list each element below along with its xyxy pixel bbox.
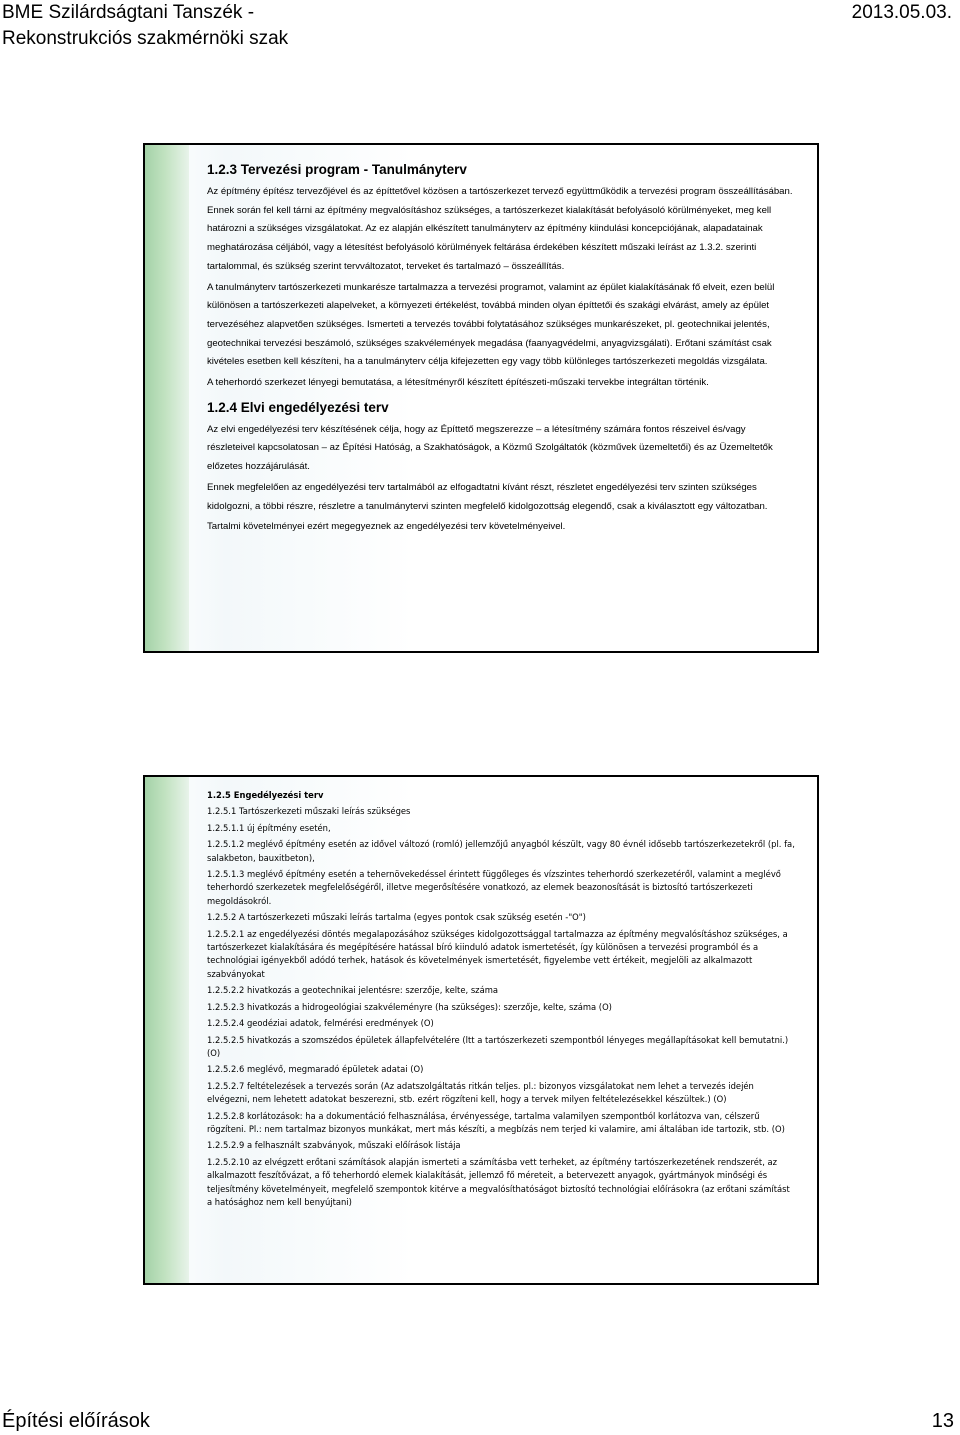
list-item: 1.2.5.1.3 meglévő építmény esetén a tehernövekedéssel érintett függőleges és vízszintes teherhordó szerkezetéről, valamint a meglévő teherhordó szerkezetek megfelelőségéről, illetve megerősítésére vonatkozó, az elemek beazonosítását is biztosító tartószerkezeti megoldásokról. xyxy=(207,869,781,906)
header-title xyxy=(2,0,288,52)
list-item: 1.2.5.2.2 hivatkozás a geotechnikai jelentésre: szerzője, kelte, száma xyxy=(207,985,498,996)
header-date: 2013.05.03. xyxy=(851,2,952,23)
list-item: 1.2.5.2.6 meglévő, megmaradó épületek adatai (O) xyxy=(207,1064,424,1075)
paragraph: Tartalmi követelményei ezért megegyeznek az engedélyezési terv követelményeivel. xyxy=(207,521,566,533)
list-item: 1.2.5.2 A tartószerkezeti műszaki leírás tartalma (egyes pontok csak szükség esetén -"O") xyxy=(207,912,586,923)
list-item: 1.2.5.1.1 új építmény esetén, xyxy=(207,822,331,833)
slide-side-bar xyxy=(145,777,189,1283)
paragraph: A tanulmányterv tartószerkezeti munkarésze tartalmazza a tervezési programot, valamint az épület kialakításának fő elveit, ezen belül különösen a tartószerkezeti alapelveket, a környezeti értékelést, továbbá minden olyan építtetői és szakági elvárást, amely az épület tervezéséhez alapvetően szükséges. Ismerteti a tervezés további folytatásához szükséges munkarészeket, pl. geotechnikai jelentés, geotechnikai tervezési beszámoló, szükséges szakvélemények megadása (faanyagvédelmi, anyagvizsgálati). Erőtani számítást csak kivételes esetben kell készíteni, ha a tanulmányterv célja kifejezetten egy vagy több különleges tartószerkezeti megoldás vizsgálata. xyxy=(207,281,775,368)
slide-engedelyezesi-terv xyxy=(143,775,819,1285)
header-title-line2: Rekonstrukciós szakmérnöki szak xyxy=(2,28,289,49)
list-item: 1.2.5.1 Tartószerkezeti műszaki leírás szükséges xyxy=(207,806,411,817)
slide-content xyxy=(207,789,795,1212)
paragraph: A teherhordó szerkezet lényegi bemutatása, a létesítményről készített építészeti-műszaki tervekbe integráltan történik. xyxy=(207,377,709,389)
slide-side-bar xyxy=(145,145,189,651)
list-item: 1.2.5.1.2 meglévő építmény esetén az idővel változó (romló) jellemzőjű anyagból készült, vagy 80 évnél idősebb tartószerkezetekről (pl. fa, salakbeton, bauxitbeton), xyxy=(207,839,795,863)
list-item: 1.2.5.2.3 hivatkozás a hidrogeológiai szakvéleményre (ha szükséges): szerzője, kelte, száma (O) xyxy=(207,1001,612,1012)
paragraph: Az építmény építész tervezőjével és az építtetővel közösen a tartószerkezet tervező együttműködik a tervezési program összeállításában. Ennek során fel kell tárni az építmény megvalósításhoz szükséges, a tartószerkezet kialakítását befolyásoló körülményeket, meg kell határozni a szükséges vizsgálatokat. Az ez alapján elkészített tanulmányterv az építmény kiindulási koncepciójának, alapadatainak meghatározása céljából, vagy a létesítést befolyásoló körülmények feltárása érdekében készített műszaki leírást az 1.3.2. szerinti tartalommal, és szükség szerint tervváltozatot, terveket és tartalmazó – összeállítás. xyxy=(207,186,793,272)
footer-title: Építési előírások xyxy=(2,1410,150,1432)
list-item: 1.2.5.2.5 hivatkozás a szomszédos épületek állapfelvételére (ltt a tartószerkezeti szempontból lényeges megállapításokat kell bemutatni.) (O) xyxy=(207,1034,789,1058)
list-item: 1.2.5.2.8 korlátozások: ha a dokumentáció felhasználása, érvényessége, tartalma valamilyen szempontból korlátozva van, célszerű rögzíteni. Pl.: nem tartalmaz bizonyos munkákat, mert más készíti, a megbízás nem terjed ki valamire, ami általában ide tartozik, stb. (O) xyxy=(207,1110,785,1134)
section-heading: 1.2.5 Engedélyezési terv xyxy=(207,790,324,800)
list-item: 1.2.5.2.4 geodéziai adatok, felmérési eredmények (O) xyxy=(207,1018,434,1029)
section-heading: 1.2.3 Tervezési program - Tanulmányterv xyxy=(207,162,467,177)
list-item: 1.2.5.2.9 a felhasznált szabványok, műszaki előírások listája xyxy=(207,1140,461,1151)
slide-content xyxy=(207,160,795,539)
list-item: 1.2.5.2.1 az engedélyezési döntés megalapozásához szükséges kidolgozottsággal tartalmazza az építmény megvalósításhoz szükséges, a tartószerkezet kialakítására és megépítésére hatással bíró kiinduló adatok ismertetését, így különösen a tervezési programból és a technológiai igényekből adódó terhek, hatások és követelmények ismertetését, figyelembe vett értékeit, megjelöli az alkalmazott szabványokat xyxy=(207,928,788,979)
slide-tervezesi-program xyxy=(143,143,819,653)
page-number: 13 xyxy=(931,1410,954,1432)
paragraph: Ennek megfelelően az engedélyezési terv tartalmából az elfogadtatni kívánt részt, részletet engedélyezési terv szinten szükséges kidolgozni, a többi részre, részletre a tanulmánytervi szinten megfelelő kidolgozottság elegendő, csak a kiválasztott egy változatban. xyxy=(207,481,768,512)
list-item: 1.2.5.2.7 feltételezések a tervezés során (Az adatszolgáltatás ritkán teljes. pl.: bizonyos vizsgálatokat nem lehet a tervezés idején elvégezni, nem lehetett adatokat beszerezni, stb. ezért rögzíteni kell, hogy a tervek milyen feltételezésekkel készültek.) (O) xyxy=(207,1080,754,1105)
header-title-line1: BME Szilárdságtani Tanszék - xyxy=(2,2,255,23)
section-heading: 1.2.4 Elvi engedélyezési terv xyxy=(207,399,389,415)
paragraph: Az elvi engedélyezési terv készítésének célja, hogy az Építtető megszerezze – a létesítmény számára fontos részeivel és/vagy részleteivel kapcsolatosan – az Építési Hatóság, a Szakhatóságok, a Közmű Szolgáltatók (közművek üzemeltetői) és az Üzemeltetők előzetes hozzájárulását. xyxy=(207,423,773,473)
list-item: 1.2.5.2.10 az elvégzett erőtani számítások alapján ismerteti a számításba vett terheket, az építmény tartószerkezetének rendszerét, az alkalmazott feszítővázat, a fő teherhordó elemek kialakítását, jellemző fő méreteit, a betervezett anyagok, gyártmányok minőségi és teljesítmény követelményeit, megfelelő szempontok kitérve a megvalósíthatóságot biztosító technológiai előírásokra (az erőtani számítást a hatósághoz nem kell benyújtani) xyxy=(207,1156,790,1207)
